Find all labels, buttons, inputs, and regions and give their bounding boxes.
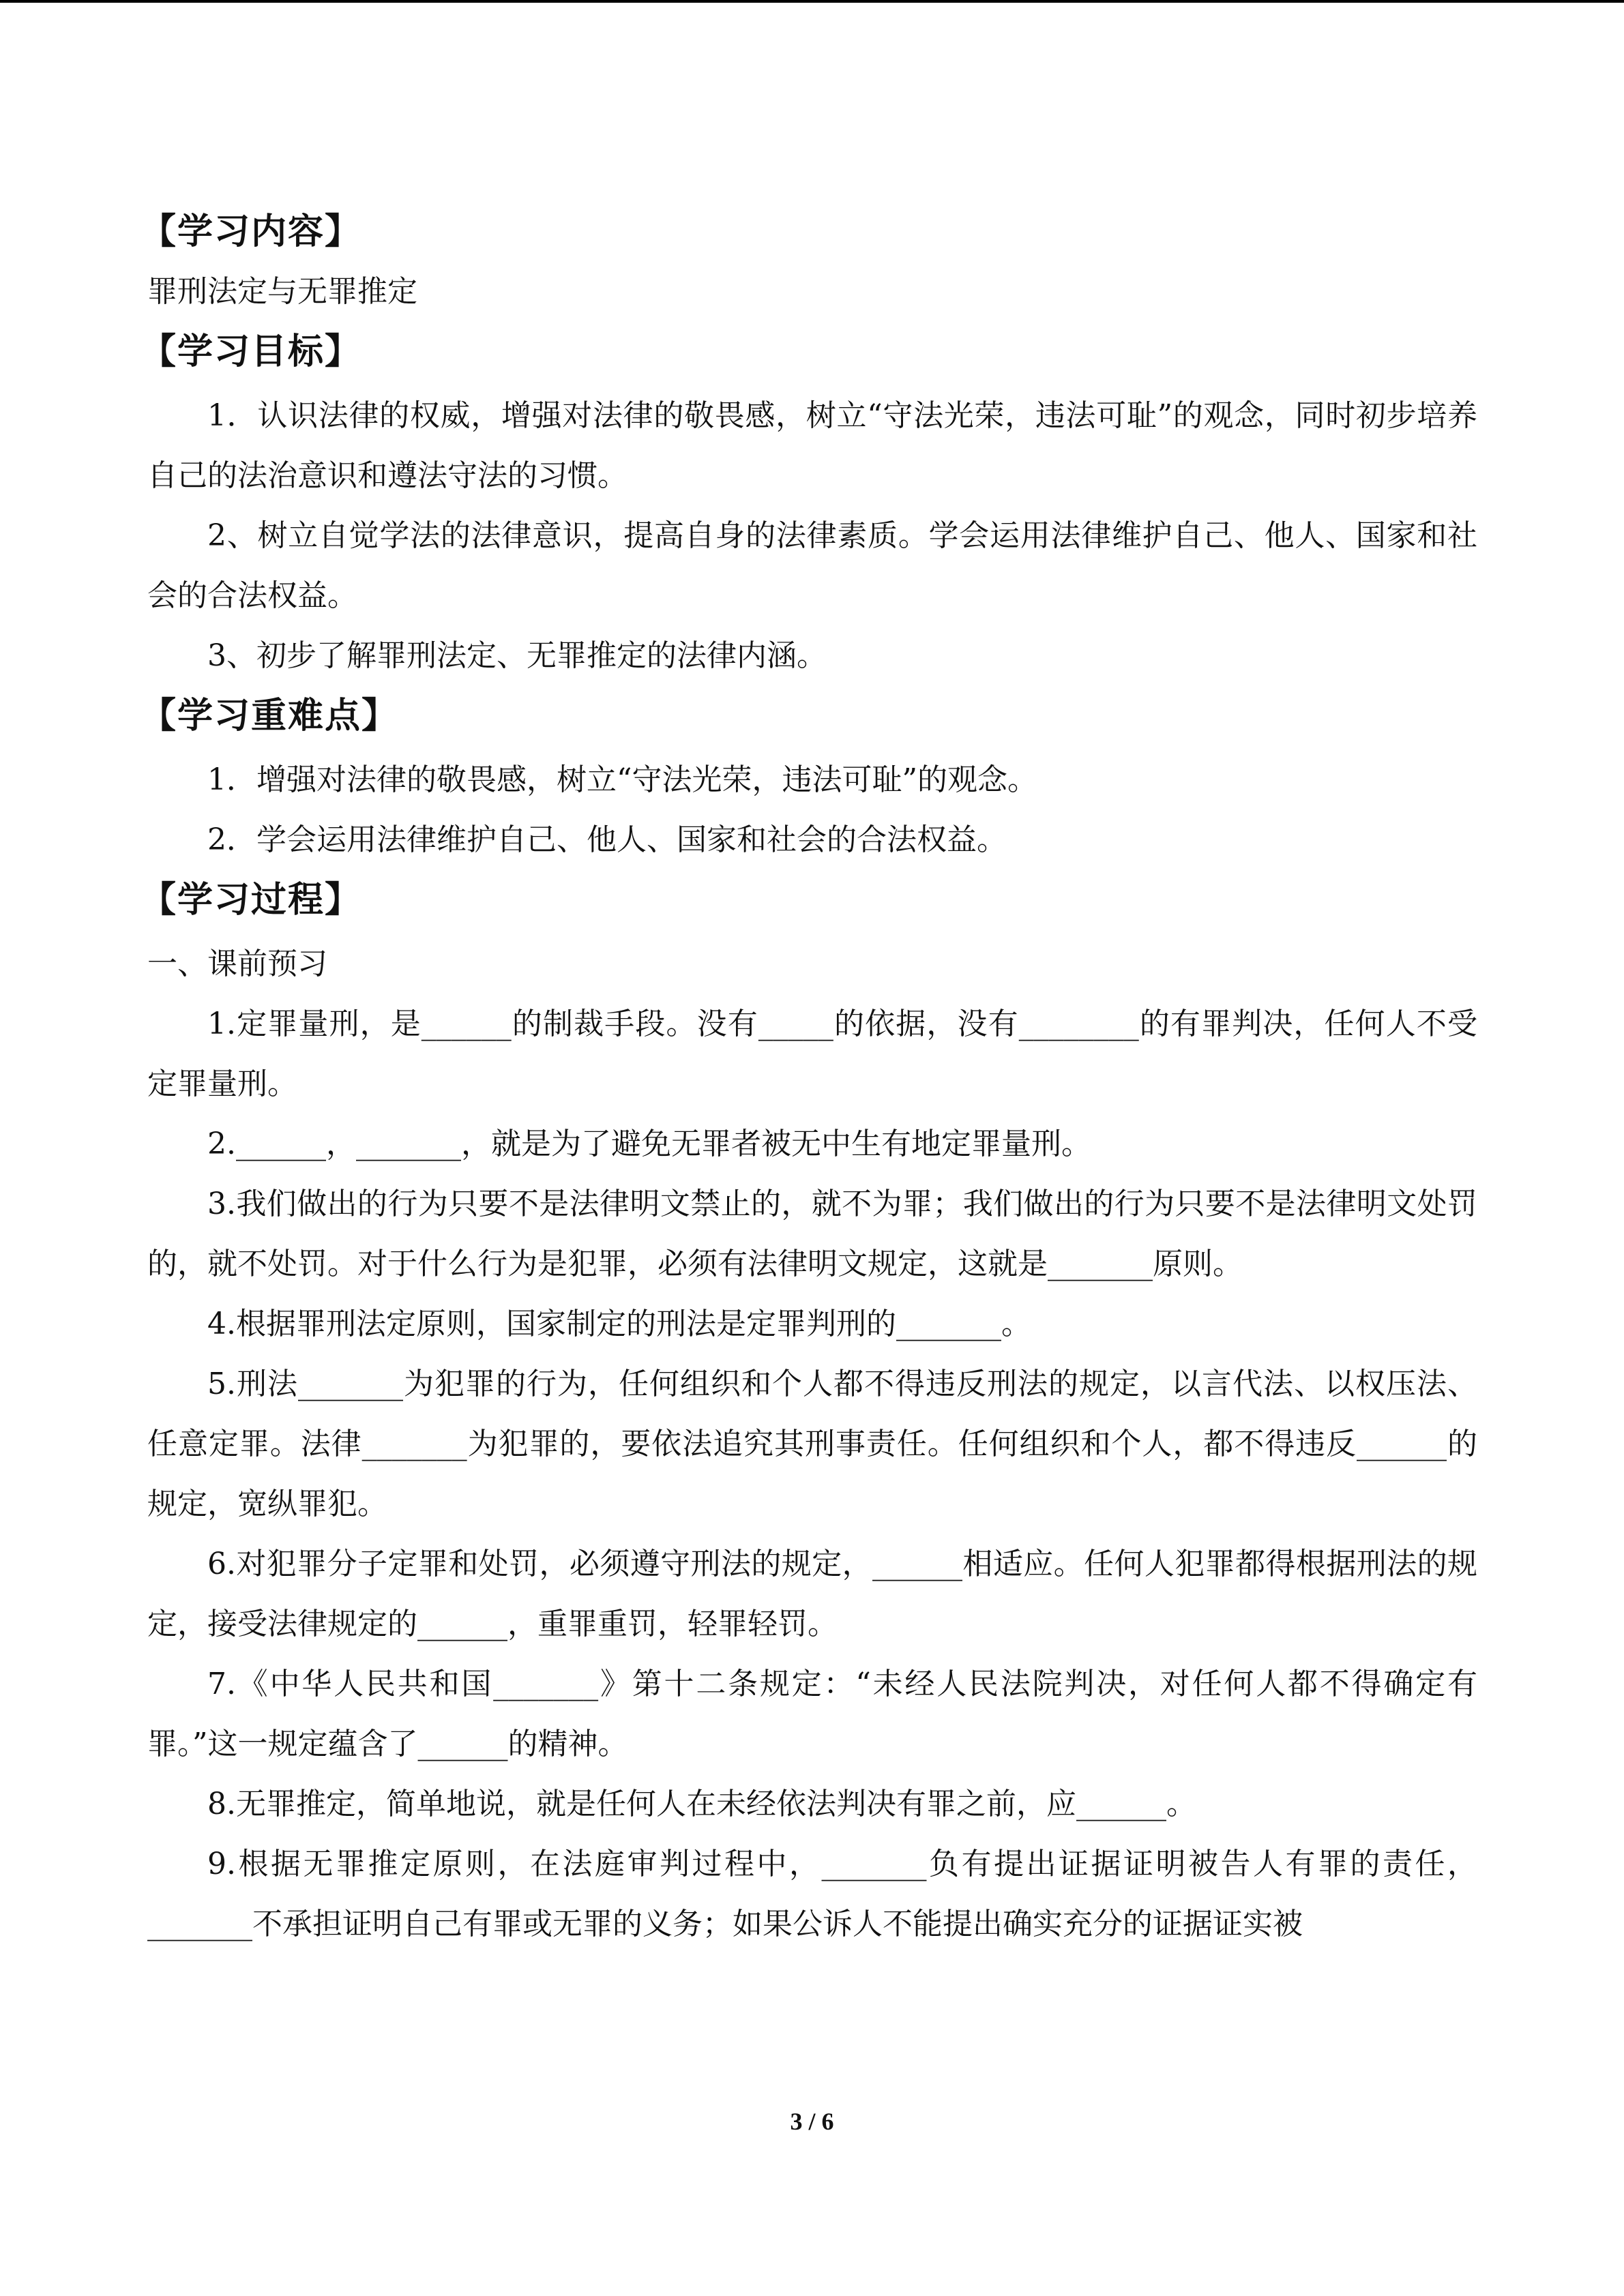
key-point-item: 1．增强对法律的敬畏感，树立“守法光荣，违法可耻”的观念。 [207,762,1037,797]
section-heading-learning-process: 【学习过程】 [141,880,362,921]
objective-item: 3、初步了解罪刑法定、无罪推定的法律内涵。 [207,638,827,673]
section-heading-key-points: 【学习重难点】 [141,696,399,736]
top-border-line [0,0,1624,3]
page-number: 3 / 6 [790,2108,834,2135]
preview-subheading: 一、课前预习 [147,946,327,981]
objective-item: 1．认识法律的权威，增强对法律的敬畏感，树立“守法光荣，违法可耻”的观念，同时初步培养自己的法治意识和遵法守法的习惯。 [147,398,1477,493]
objective-item: 2、树立自觉学法的法律意识，提高自身的法律素质。学会运用法律维护自己、他人、国家和社会的合法权益。 [147,518,1477,613]
exercise-item: 7.《中华人民共和国_______》第十二条规定：“未经人民法院判决，对任何人都不得确定有罪。”这一规定蕴含了______的精神。 [147,1667,1477,1761]
exercise-item: 8.无罪推定，简单地说，就是任何人在未经依法判决有罪之前，应______。 [207,1787,1196,1821]
section-heading-learning-objectives: 【学习目标】 [141,331,362,372]
exercise-item: 4.根据罪刑法定原则，国家制定的刑法是定罪判刑的_______。 [207,1307,1031,1341]
exercise-item: 9.根据无罪推定原则，在法庭审判过程中，_______负有提出证据证明被告人有罪的责任，_______不承担证明自己有罪或无罪的义务；如果公诉人不能提出确实充分的证据证实被 [147,1847,1477,1941]
exercise-item: 5.刑法_______为犯罪的行为，任何组织和个人都不得违反刑法的规定，以言代法、以权压法、任意定罪。法律_______为犯罪的，要依法追究其刑事责任。任何组织和个人，都不得违反______的规定，宽纵罪犯。 [147,1367,1477,1521]
exercise-item: 3.我们做出的行为只要不是法律明文禁止的，就不为罪；我们做出的行为只要不是法律明文处罚的，就不处罚。对于什么行为是犯罪，必须有法律明文规定，这就是_______原则。 [147,1187,1477,1281]
exercise-item: 6.对犯罪分子定罪和处罚，必须遵守刑法的规定，______相适应。任何人犯罪都得根据刑法的规定，接受法律规定的______，重罪重罚，轻罪轻罚。 [147,1547,1477,1641]
document-body [141,205,1477,1954]
section-heading-learning-content: 【学习内容】 [141,211,362,252]
exercise-item: 2.______，_______，就是为了避免无罪者被无中生有地定罪量刑。 [207,1127,1091,1161]
key-point-item: 2．学会运用法律维护自己、他人、国家和社会的合法权益。 [207,822,1007,857]
exercise-item: 1.定罪量刑，是______的制裁手段。没有_____的依据，没有________的有罪判决，任何人不受定罪量刑。 [147,1007,1477,1101]
learning-content-text: 罪刑法定与无罪推定 [147,274,417,309]
